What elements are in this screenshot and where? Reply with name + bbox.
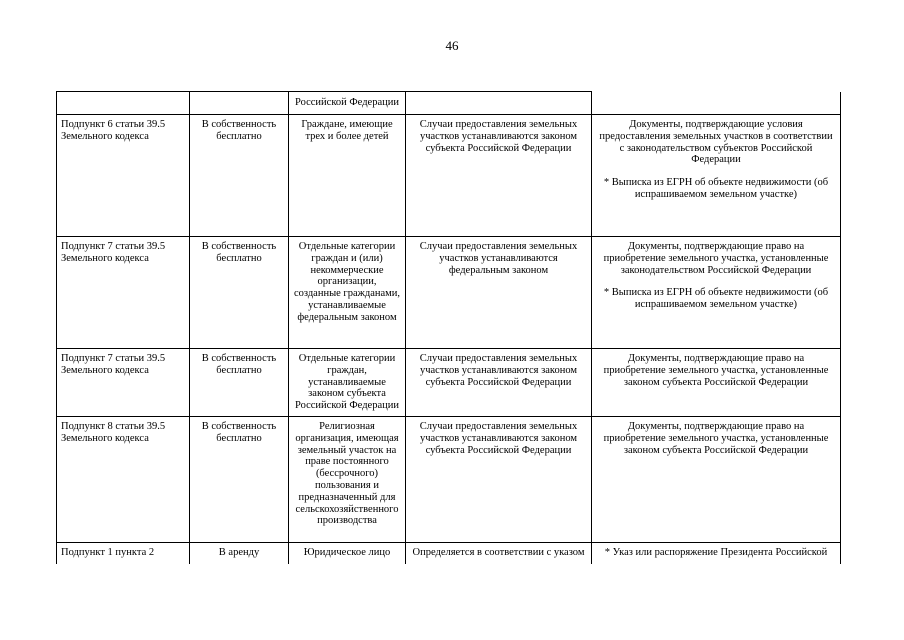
table-cell	[592, 92, 841, 115]
cell-paragraph: Документы, подтверждающие условия предоставления земельных участков в соответствии с законодательством субъектов Российской Федерации	[599, 119, 833, 166]
table-cell: Подпункт 7 статьи 39.5 Земельного кодекса	[57, 349, 190, 417]
table-cell: Случаи предоставления земельных участков устанавливаются законом субъекта Российской Федерации	[406, 115, 592, 237]
table-cell: Документы, подтверждающие право на приобретение земельного участка, установленные законом субъекта Российской Федерации	[592, 416, 841, 542]
table-cell: Граждане, имеющие трех и более детей	[289, 115, 406, 237]
table-cell: Подпункт 7 статьи 39.5 Земельного кодекса	[57, 237, 190, 349]
page-number: 46	[445, 38, 459, 53]
land-provision-table	[56, 91, 841, 564]
table-row	[57, 416, 841, 542]
table-row	[57, 115, 841, 237]
table-cell: Случаи предоставления земельных участков устанавливаются федеральным законом	[406, 237, 592, 349]
table-cell: Религиозная организация, имеющая земельный участок на праве постоянного (бессрочного) пользования и предназначенный для сельскохозяйственного производства	[289, 416, 406, 542]
table-row	[57, 92, 841, 115]
cell-paragraph: * Выписка из ЕГРН об объекте недвижимости (об испрашиваемом земельном участке)	[603, 177, 829, 200]
table-cell: Случаи предоставления земельных участков устанавливаются законом субъекта Российской Федерации	[406, 349, 592, 417]
table-cell: Подпункт 8 статьи 39.5 Земельного кодекса	[57, 416, 190, 542]
table-cell: В собственность бесплатно	[190, 349, 289, 417]
table-cell: Российской Федерации	[289, 92, 406, 115]
table-row	[57, 237, 841, 349]
table-cell	[190, 92, 289, 115]
table-cell: В аренду	[190, 542, 289, 564]
table-cell: В собственность бесплатно	[190, 416, 289, 542]
table-cell: В собственность бесплатно	[190, 237, 289, 349]
table-cell	[592, 115, 841, 237]
table-cell: Юридическое лицо	[289, 542, 406, 564]
table-cell	[592, 237, 841, 349]
table-cell	[57, 92, 190, 115]
table-cell: Подпункт 1 пункта 2	[57, 542, 190, 564]
table-cell: Подпункт 6 статьи 39.5 Земельного кодекса	[57, 115, 190, 237]
table-row	[57, 349, 841, 417]
cell-paragraph: Документы, подтверждающие право на приобретение земельного участка, установленные законодательством Российской Федерации	[603, 241, 829, 276]
table-cell	[406, 92, 592, 115]
table-cell: В собственность бесплатно	[190, 115, 289, 237]
cell-paragraph: * Выписка из ЕГРН об объекте недвижимости (об испрашиваемом земельном участке)	[603, 287, 829, 311]
table-cell: Определяется в соответствии с указом	[406, 542, 592, 564]
table-cell: Случаи предоставления земельных участков устанавливаются законом субъекта Российской Федерации	[406, 416, 592, 542]
table-row	[57, 542, 841, 564]
table-cell: Отдельные категории граждан, устанавливаемые законом субъекта Российской Федерации	[289, 349, 406, 417]
table-cell: Отдельные категории граждан и (или) некоммерческие организации, созданные гражданами, устанавливаемые федеральным законом	[289, 237, 406, 349]
table-cell: * Указ или распоряжение Президента Российской	[592, 542, 841, 564]
table-cell: Документы, подтверждающие право на приобретение земельного участка, установленные законом субъекта Российской Федерации	[592, 349, 841, 417]
